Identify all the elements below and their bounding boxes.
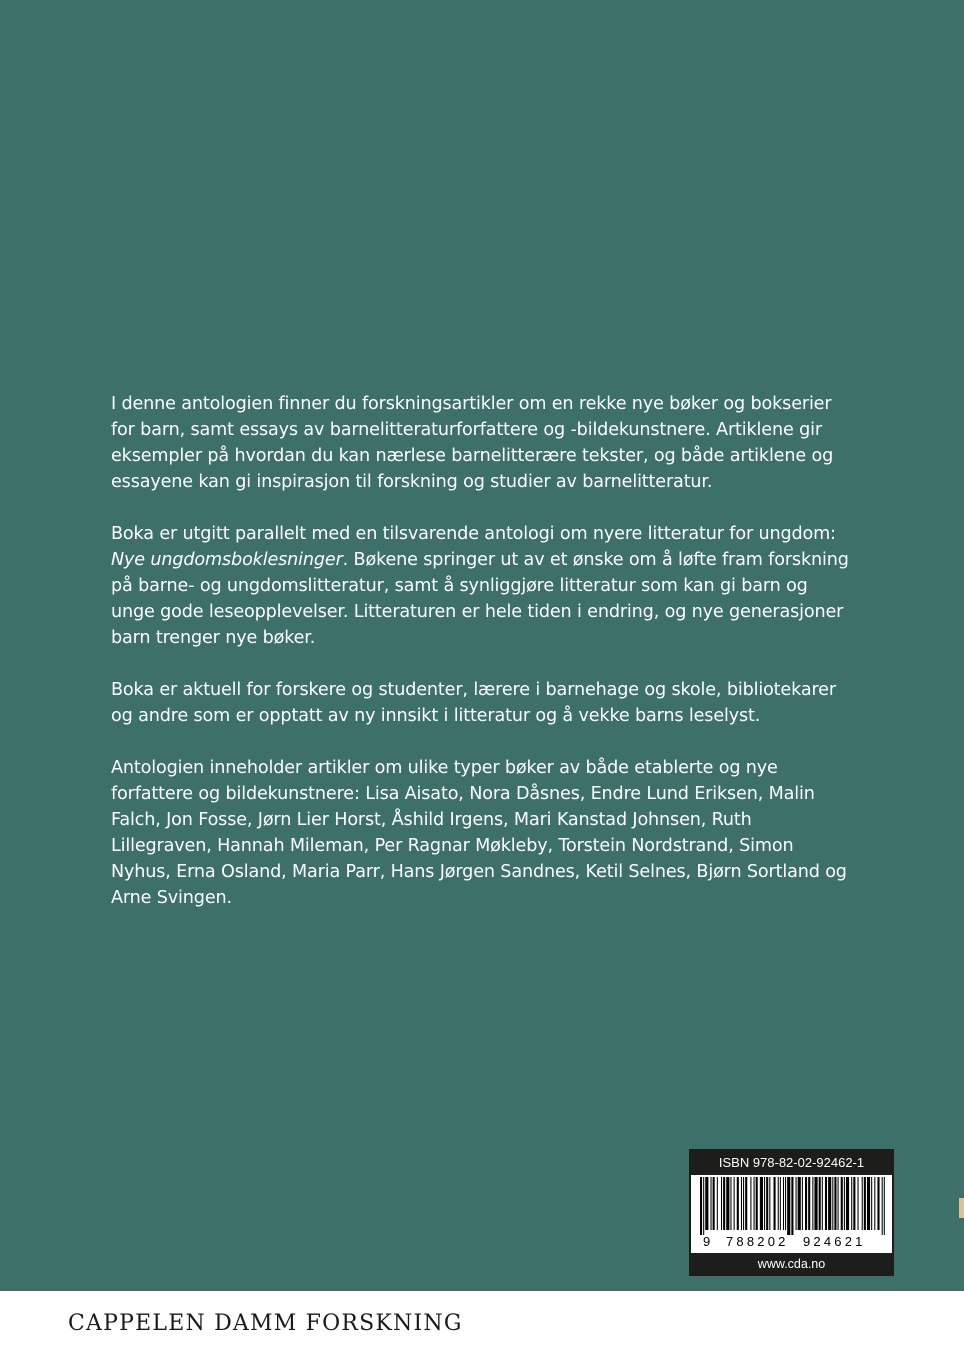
barcode-bar [750, 1177, 751, 1230]
barcode-bar [864, 1177, 866, 1230]
barcode-bar [828, 1177, 831, 1230]
barcode-bar [760, 1177, 763, 1230]
publisher-logo: CAPPELEN DAMM FORSKNING [68, 1311, 463, 1336]
barcode-bar [785, 1177, 786, 1230]
barcode-bar [874, 1177, 875, 1230]
blurb-paragraph-intro: I denne antologien finner du forskningsartikler om en rekke nye bøker og bokserier for barn, samt essays av barnelitteraturforfattere og -bildekunstnere. Artiklene gir eksempler på hvordan du kan nærlese barnelitterære tekster, og både artiklene og essayene kan gi inspirasjon til forskning og studier av barnelitteratur. [111, 394, 834, 492]
barcode-bar [802, 1177, 803, 1230]
barcode-bar [717, 1177, 718, 1230]
barcode-bar [743, 1177, 744, 1230]
barcode-digit-group-left: 788202 [726, 1234, 789, 1249]
barcode-bar [796, 1177, 797, 1230]
barcode-bar [844, 1177, 845, 1230]
barcode-digit-group-right: 924621 [803, 1234, 866, 1249]
barcode-bar [798, 1177, 801, 1230]
barcode-bar [838, 1177, 839, 1230]
barcode-bar [867, 1177, 870, 1230]
publisher-url: www.cda.no [757, 1257, 826, 1271]
barcode-bar [703, 1177, 704, 1235]
barcode-bar [783, 1177, 784, 1230]
isbn-block [689, 1149, 894, 1276]
barcode-bar [787, 1177, 790, 1235]
barcode-bar [841, 1177, 843, 1230]
barcode-bar [723, 1177, 725, 1230]
barcode-bar [871, 1177, 872, 1230]
barcode-bar [862, 1177, 863, 1230]
cover-blurb [111, 391, 851, 937]
barcode-bar [853, 1177, 855, 1230]
barcode-bar [741, 1177, 742, 1230]
barcode-bar [834, 1177, 836, 1230]
barcode-bar [756, 1177, 758, 1230]
barcode-bar [858, 1177, 859, 1230]
barcode-bar [877, 1177, 879, 1230]
barcode-bar [832, 1177, 833, 1230]
barcode-bar [737, 1177, 739, 1230]
barcode-bar [734, 1177, 735, 1230]
barcode-bar [769, 1177, 770, 1230]
barcode-bar [808, 1177, 810, 1230]
barcode-bar [730, 1177, 731, 1230]
barcode-bar [774, 1177, 776, 1230]
barcode-bar [882, 1177, 883, 1235]
barcode-bar [745, 1177, 747, 1230]
barcode-bar [812, 1177, 813, 1230]
barcode-bar [846, 1177, 849, 1230]
barcode-bar [851, 1177, 852, 1230]
isbn-label: ISBN 978-82-02-92462-1 [718, 1155, 865, 1170]
edge-mark [959, 1198, 964, 1218]
barcode-bar [780, 1177, 781, 1230]
barcode-bars [691, 1175, 892, 1235]
barcode-bar [721, 1177, 722, 1230]
barcode-bar [726, 1177, 729, 1230]
barcode-bar [884, 1177, 885, 1235]
barcode-bar [713, 1177, 715, 1230]
blurb-paragraph-parallel [111, 521, 851, 651]
companion-book-title: Nye ungdomsboklesninger [111, 550, 343, 570]
barcode-bar [819, 1177, 821, 1230]
barcode [691, 1175, 892, 1253]
barcode-bar [814, 1177, 817, 1230]
blurb-parallel-text: Boka er utgitt parallelt med en tilsvarende antologi om nyere litteratur for ungdom: [111, 524, 836, 544]
barcode-bar [822, 1177, 823, 1230]
barcode-bar [700, 1177, 702, 1235]
barcode-bar [825, 1177, 827, 1230]
barcode-bar [705, 1177, 708, 1230]
barcode-bar [766, 1177, 768, 1230]
barcode-bar [778, 1177, 779, 1230]
barcode-bar [754, 1177, 755, 1230]
blurb-parallel-text-cont: . Bøkene springer ut av et ønske om å løfte fram forskning på barne- og ungdomslitteratur, samt å synliggjøre litteratur som kan gi barn og unge gode leseopplevelser. Litteraturen er hele tiden i endring, og nye generasjoner barn trenger nye bøker. [111, 550, 849, 648]
barcode-bar [764, 1177, 765, 1230]
barcode-digit-prefix: 9 [703, 1234, 711, 1249]
barcode-digits [691, 1234, 892, 1250]
barcode-bar [711, 1177, 712, 1230]
blurb-paragraph-audience: Boka er aktuell for forskere og studenter, lærere i barnehage og skole, bibliotekarer og andre som er opptatt av ny innsikt i litteratur og å vekke barns leselyst. [111, 680, 836, 726]
blurb-paragraph-contributors: Antologien inneholder artikler om ulike typer bøker av både etablerte og nye forfattere og bildekunstnere: Lisa Aisato, Nora Dåsnes, Endre Lund Eriksen, Malin Falch, Jon Fosse, Jørn Lier Horst, Åshild Irgens, Mari Kanstad Johnsen, Ruth Lillegraven, Hannah Mileman, Per Ragnar Møkleby, Torstein Nordstrand, Simon Nyhus, Erna Osland, Maria Parr, Hans Jørgen Sandnes, Ketil Selnes, Bjørn Sortland og Arne Svingen. [111, 758, 847, 908]
barcode-bar [791, 1177, 793, 1235]
barcode-bar [805, 1177, 807, 1230]
